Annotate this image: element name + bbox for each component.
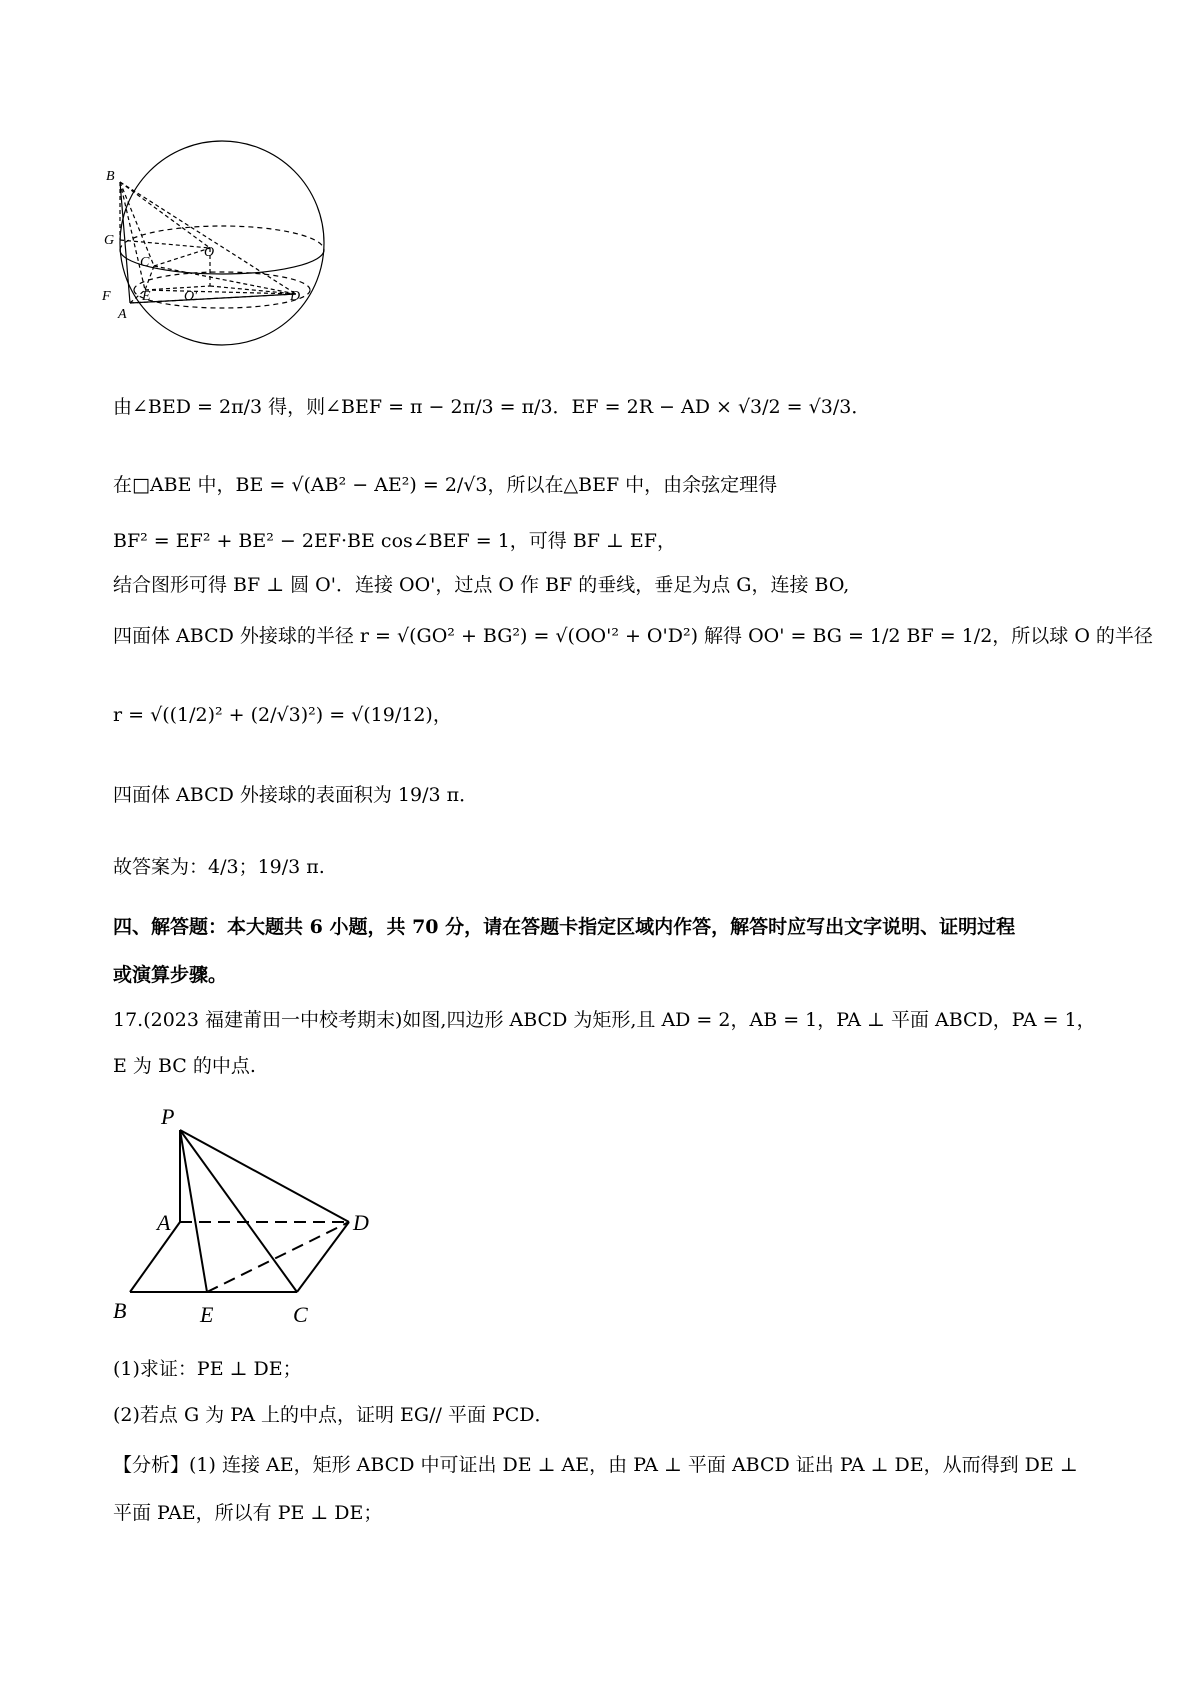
analysis-line-2: 平面 PAE，所以有 PE ⊥ DE； [113, 1502, 383, 1524]
section-heading-cont: 或演算步骤。 [113, 964, 228, 986]
label-E2: E [200, 1302, 214, 1327]
label-F: F [102, 289, 111, 304]
solution-line-7: 四面体 ABCD 外接球的表面积为 19/3 π． [113, 784, 479, 806]
pyramid-figure [105, 1100, 385, 1330]
solution-line-2: 在□ABE 中，BE = √(AB² − AE²) = 2/√3，所以在△BEF 中，由余弦定理得 [113, 474, 778, 496]
label-C: C [140, 255, 150, 270]
section-heading: 四、解答题：本大题共 6 小题，共 70 分，请在答题卡指定区域内作答，解答时应写出文字说明、证明过程 [113, 916, 1016, 938]
analysis-line-1: 【分析】(1) 连接 AE，矩形 ABCD 中可证出 DE ⊥ AE，由 PA ⊥ 平面 ABCD 证出 PA ⊥ DE，从而得到 DE ⊥ [113, 1454, 1078, 1476]
label-O-prime: O' [184, 289, 198, 304]
answer-line: 故答案为：4/3；19/3 π. [113, 856, 325, 878]
label-G: G [104, 233, 115, 248]
label-D2: D [353, 1210, 369, 1235]
label-B2: B [113, 1298, 127, 1323]
label-A: A [118, 307, 127, 322]
problem-17-stem-cont: E 为 BC 的中点. [113, 1055, 256, 1077]
label-A2: A [157, 1210, 171, 1235]
solution-line-1: 由∠BED = 2π/3 得，则∠BEF = π − 2π/3 = π/3．EF = 2R − AD × √3/2 = √3/3． [113, 396, 871, 418]
problem-17-stem: 17.(2023 福建莆田一中校考期末)如图,四边形 ABCD 为矩形,且 AD = 2，AB = 1，PA ⊥ 平面 ABCD，PA = 1， [113, 1009, 1096, 1031]
question-2: (2)若点 G 为 PA 上的中点，证明 EG// 平面 PCD． [113, 1404, 554, 1426]
label-D: D [290, 289, 301, 304]
label-B: B [106, 169, 115, 184]
label-P: P [161, 1104, 175, 1129]
label-O: O [204, 245, 215, 260]
label-C2: C [293, 1302, 308, 1327]
label-E: E [142, 289, 151, 304]
solution-line-6: r = √((1/2)² + (2/√3)²) = √(19/12)， [113, 704, 452, 726]
question-1: (1)求证：PE ⊥ DE； [113, 1358, 302, 1380]
solution-line-3: BF² = EF² + BE² − 2EF·BE cos∠BEF = 1，可得 BF ⊥ EF， [113, 530, 676, 552]
sphere-figure [100, 140, 340, 360]
solution-line-4: 结合图形可得 BF ⊥ 圆 O'．连接 OO'，过点 O 作 BF 的垂线，垂足为点 G，连接 BO, [113, 574, 850, 596]
solution-line-5: 四面体 ABCD 外接球的半径 r = √(GO² + BG²) = √(OO'² + O'D²) 解得 OO' = BG = 1/2 BF = 1/2，所以球 O 的半径 [113, 625, 1153, 647]
